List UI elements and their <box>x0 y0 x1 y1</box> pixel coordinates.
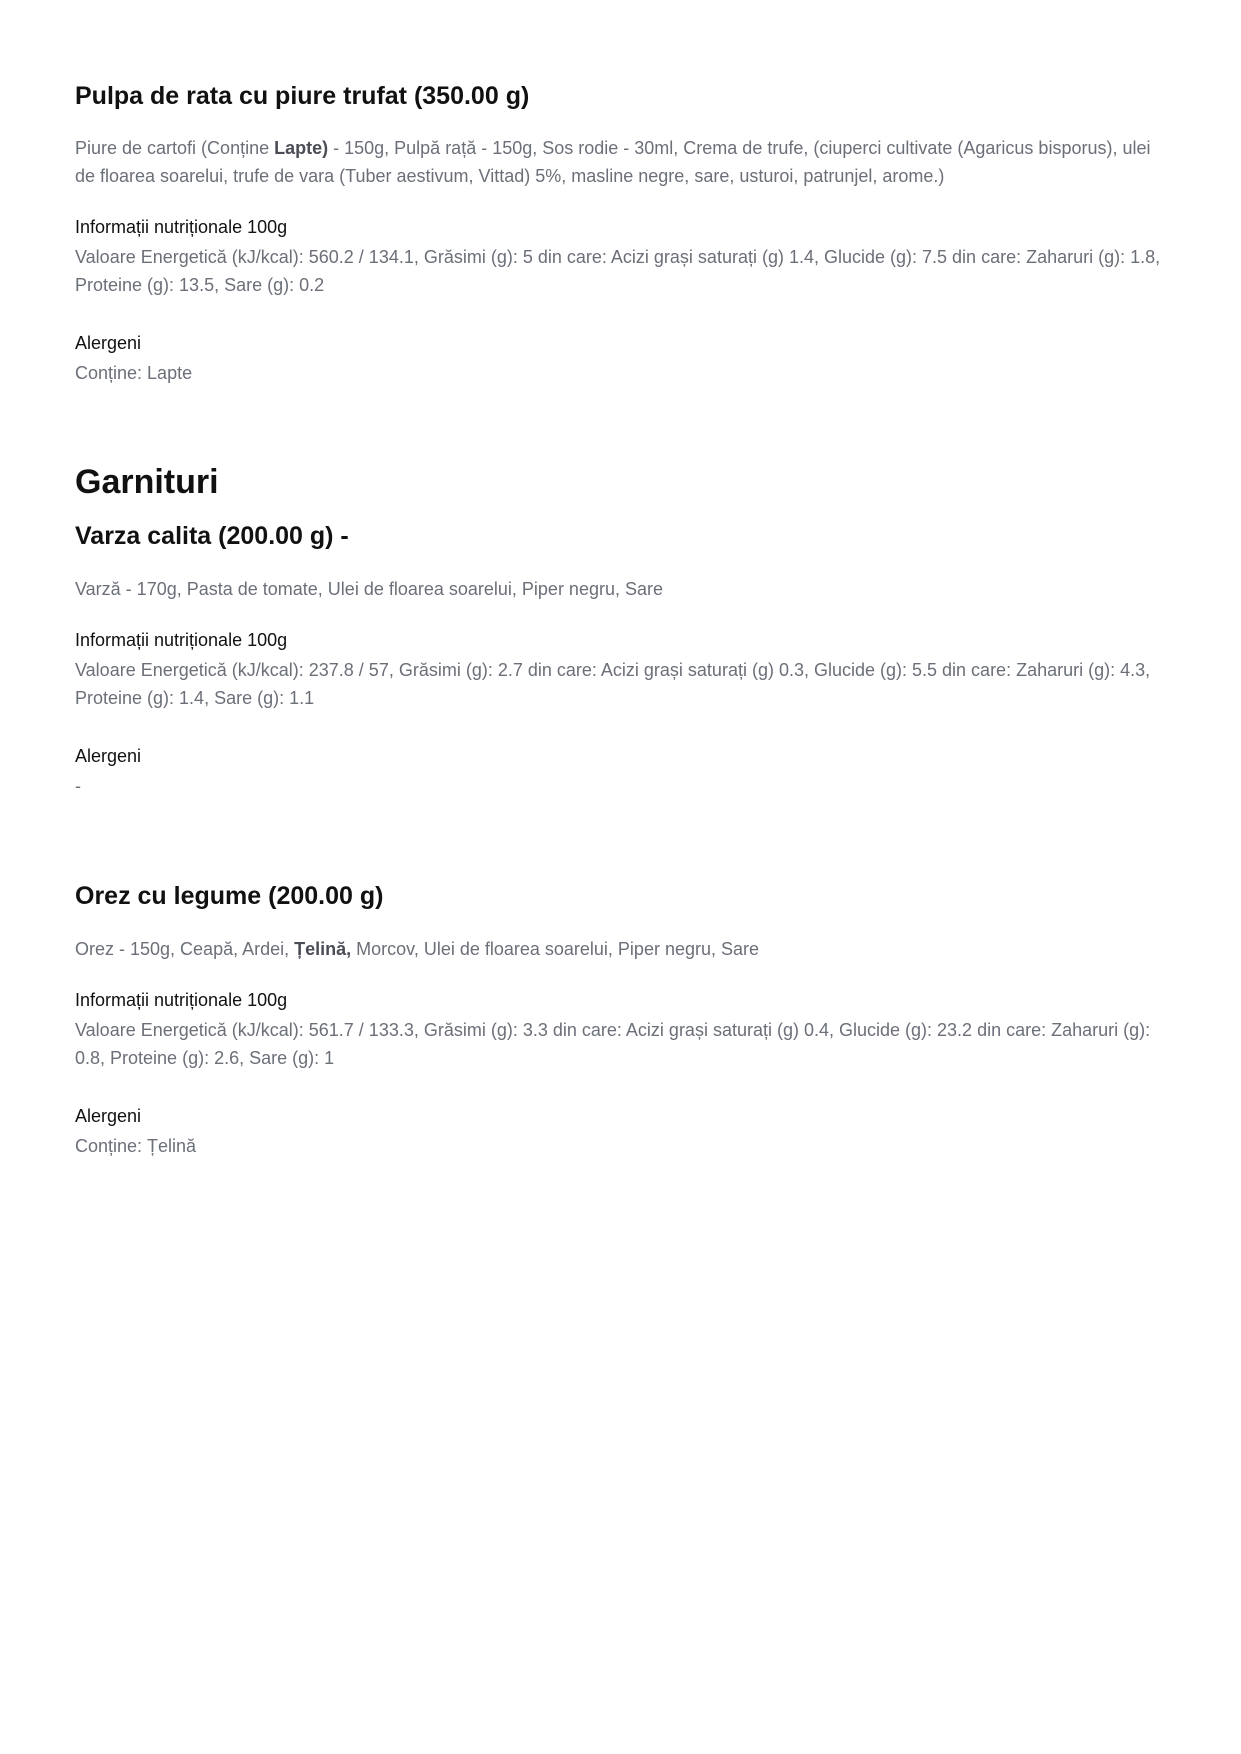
allergens-value: Conține: Lapte <box>75 363 193 383</box>
dish-ingredients: Piure de cartofi (Conține Lapte) - 150g, Pulpă rață - 150g, Sos rodie - 30ml, Crema de trufe, (ciuperci cultivate (Agaricus bisporus), ulei de floarea soarelui, trufe de vara (Tuber aestivum, Vittad) 5%, masline negre, sare, usturoi, patrunjel, arome.) <box>75 138 1151 186</box>
dish-title: Varza calita (200.00 g) - <box>75 522 349 550</box>
nutrition-label: Informații nutriționale 100g <box>75 217 288 237</box>
allergens-label: Alergeni <box>75 746 142 766</box>
dish-title: Pulpa de rata cu piure trufat (350.00 g) <box>75 82 530 110</box>
dish-title: Orez cu legume (200.00 g) <box>75 882 384 910</box>
nutrition-values: Valoare Energetică (kJ/kcal): 561.7 / 133.3, Grăsimi (g): 3.3 din care: Acizi grași saturați (g) 0.4, Glucide (g): 23.2 din care: Zaharuri (g): 0.8, Proteine (g): 2.6, Sare (g): 1 <box>75 1020 1151 1068</box>
dish-ingredients: Varză - 170g, Pasta de tomate, Ulei de floarea soarelui, Piper negru, Sare <box>75 579 663 599</box>
dish-ingredients: Orez - 150g, Ceapă, Ardei, Țelină, Morcov, Ulei de floarea soarelui, Piper negru, Sare <box>75 939 760 959</box>
allergen-highlight: Țelină, <box>294 939 352 959</box>
allergens-value: Conține: Țelină <box>75 1136 197 1156</box>
allergens-value: - <box>75 776 81 796</box>
allergens-label: Alergeni <box>75 1106 142 1126</box>
nutrition-values: Valoare Energetică (kJ/kcal): 237.8 / 57, Grăsimi (g): 2.7 din care: Acizi grași saturați (g) 0.3, Glucide (g): 5.5 din care: Zaharuri (g): 4.3, Proteine (g): 1.4, Sare (g): 1.1 <box>75 660 1151 708</box>
section-title: Garnituri <box>75 463 219 501</box>
nutrition-label: Informații nutriționale 100g <box>75 630 288 650</box>
nutrition-values: Valoare Energetică (kJ/kcal): 560.2 / 134.1, Grăsimi (g): 5 din care: Acizi grași saturați (g) 1.4, Glucide (g): 7.5 din care: Zaharuri (g): 1.8, Proteine (g): 13.5, Sare (g): 0.2 <box>75 247 1161 295</box>
nutrition-label: Informații nutriționale 100g <box>75 990 288 1010</box>
allergen-highlight: Lapte) <box>274 138 329 158</box>
allergens-label: Alergeni <box>75 333 142 353</box>
